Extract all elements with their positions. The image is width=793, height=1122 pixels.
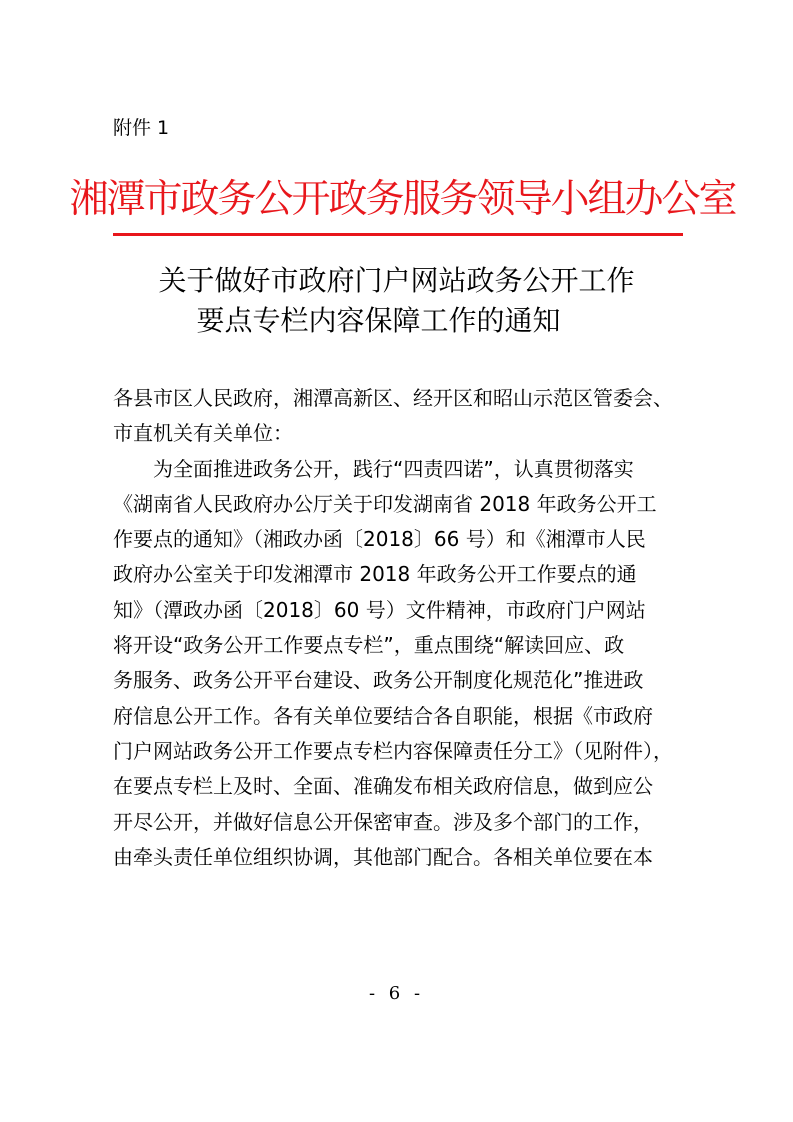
document-body [113,381,693,875]
document-title-line-1: 关于做好市政府门户网站政务公开工作 [158,264,635,297]
paragraph-line: 《湖南省人民政府办公厅关于印发湖南省 2018 年政务公开工 [113,491,657,516]
page-number: - 6 - [368,983,425,1004]
paragraph-line: 为全面推进政务公开，践行“四责四诺”，认真贯彻落实 [153,456,634,481]
paragraph-line: 府信息公开工作。各有关单位要结合各自职能，根据《市政府 [113,703,653,728]
paragraph-line: 务服务、政务公开平台建设、政务公开制度化规范化”推进政 [113,668,644,693]
paragraph-line: 由牵头责任单位组织协调，其他部门配合。各相关单位要在本 [113,844,653,869]
attachment-label: 附件 1 [113,117,170,139]
issuing-office-header: 湘潭市政务公开政务服务领导小组办公室 [69,177,736,222]
paragraph-line: 知》（潭政办函〔2018〕60 号）文件精神，市政府门户网站 [113,597,646,622]
paragraph-line: 作要点的通知》（湘政办函〔2018〕66 号）和《湘潭市人民 [113,527,646,552]
document-title-line-2: 要点专栏内容保障工作的通知 [196,304,561,337]
paragraph-line: 政府办公室关于印发湘潭市 2018 年政务公开工作要点的通 [113,562,637,587]
paragraph-line: 将开设“政务公开工作要点专栏”，重点围绕“解读回应、政 [113,633,625,658]
paragraph-line: 开尽公开，并做好信息公开保密审查。涉及多个部门的工作， [113,809,653,834]
recipients-line: 各县市区人民政府，湘潭高新区、经开区和昭山示范区管委会、 [113,386,673,410]
recipients-line: 市直机关有关单位： [113,421,293,446]
paragraph-line: 在要点专栏上及时、全面、准确发布相关政府信息，做到应公 [113,774,653,799]
document-title [0,261,793,341]
paragraph-line: 门户网站政务公开工作要点专栏内容保障责任分工》（见附件）， [113,738,673,763]
red-divider-line [113,233,683,236]
